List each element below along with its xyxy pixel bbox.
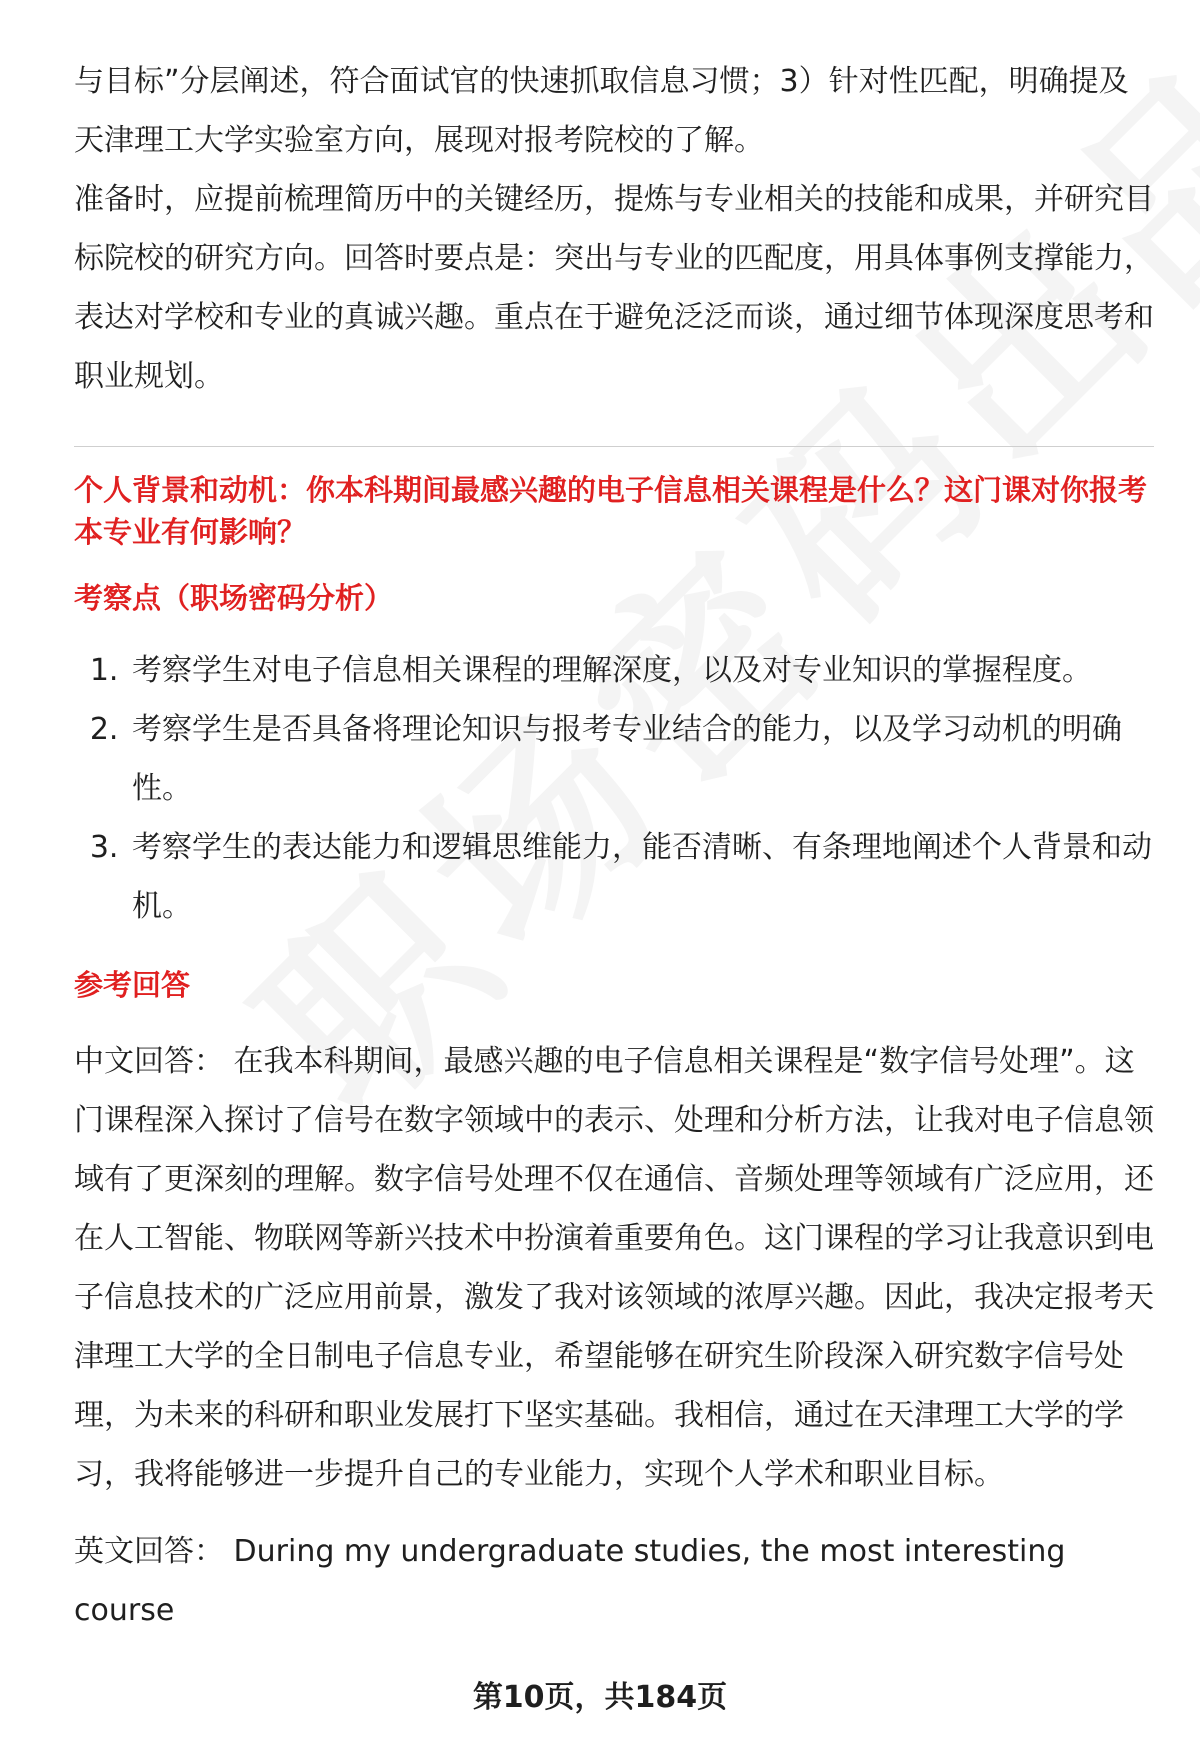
exam-points-list (74, 641, 1154, 936)
exam-point-item: 2. 考察学生是否具备将理论知识与报考专业结合的能力，以及学习动机的明确性。 (128, 700, 1154, 818)
english-answer-paragraph: 英文回答： During my undergraduate studies, the most interesting course (74, 1534, 1066, 1628)
intro-paragraph-1: 与目标”分层阐述，符合面试官的快速抓取信息习惯；3）针对性匹配，明确提及天津理工大学实验室方向，展现对报考院校的了解。 (74, 64, 1129, 158)
document-content (74, 52, 1154, 1640)
exam-point-item: 3. 考察学生的表达能力和逻辑思维能力，能否清晰、有条理地阐述个人背景和动机。 (128, 818, 1154, 936)
question-title: 个人背景和动机：你本科期间最感兴趣的电子信息相关课程是什么？这门课对你报考本专业有何影响？ (74, 473, 1148, 549)
section-divider (74, 446, 1154, 447)
chinese-answer-paragraph: 中文回答： 在我本科期间，最感兴趣的电子信息相关课程是“数字信号处理”。这门课程深入探讨了信号在数字领域中的表示、处理和分析方法，让我对电子信息领域有了更深刻的理解。数字信号处理不仅在通信、音频处理等领域有广泛应用，还在人工智能、物联网等新兴技术中扮演着重要角色。这门课程的学习让我意识到电子信息技术的广泛应用前景，激发了我对该领域的浓厚兴趣。因此，我决定报考天津理工大学的全日制电子信息专业，希望能够在研究生阶段深入研究数字信号处理，为未来的科研和职业发展打下坚实基础。我相信，通过在天津理工大学的学习，我将能够进一步提升自己的专业能力，实现个人学术和职业目标。 (74, 1044, 1154, 1492)
page-footer: 第10页，共184页 (472, 1680, 728, 1715)
intro-paragraph-2: 准备时，应提前梳理简历中的关键经历，提炼与专业相关的技能和成果，并研究目标院校的研究方向。回答时要点是：突出与专业的匹配度，用具体事例支撑能力，表达对学校和专业的真诚兴趣。重点在于避免泛泛而谈，通过细节体现深度思考和职业规划。 (74, 182, 1154, 394)
exam-point-item: 1. 考察学生对电子信息相关课程的理解深度，以及对专业知识的掌握程度。 (128, 641, 1154, 700)
exam-points-heading: 考察点（职场密码分析） (74, 581, 394, 615)
reference-answer-heading: 参考回答 (74, 968, 191, 1002)
